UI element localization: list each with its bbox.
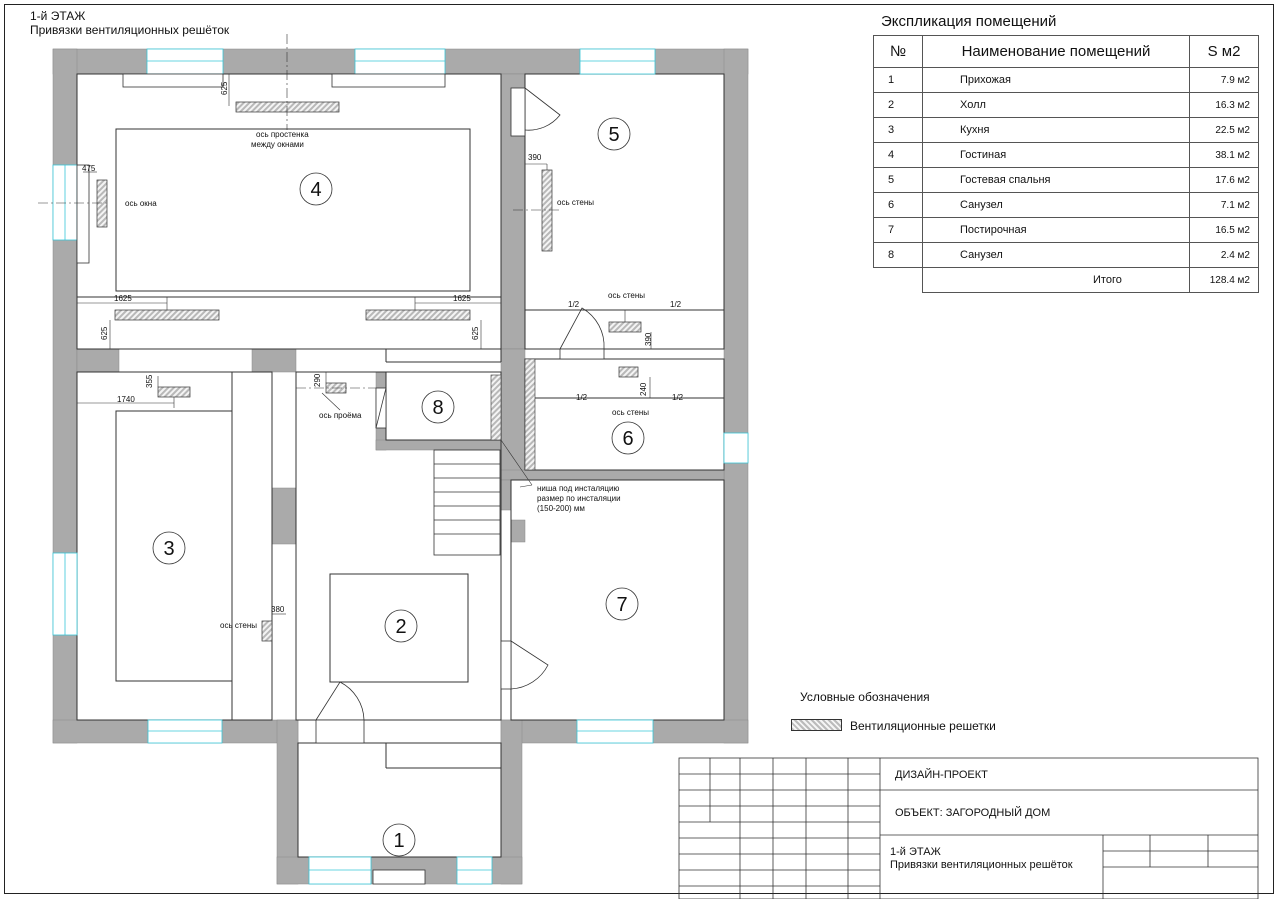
- table-row: [874, 218, 1259, 243]
- staircase: [434, 450, 500, 555]
- dim-355: 355: [145, 374, 154, 388]
- row-area: 16.3 м2: [1190, 93, 1259, 118]
- row-name: Санузел: [923, 193, 1190, 218]
- dim-half-5-right: 1/2: [670, 300, 682, 309]
- legend-vent-label: Вентиляционные решетки: [850, 719, 996, 733]
- dim-625-right: 625: [471, 326, 480, 340]
- total-area: 128.4 м2: [1190, 268, 1259, 293]
- room-number-4: 4: [310, 179, 322, 201]
- row-num: 1: [874, 68, 923, 93]
- dim-625-left: 625: [100, 326, 109, 340]
- row-num: 2: [874, 93, 923, 118]
- row-num: 7: [874, 218, 923, 243]
- row-name: Гостевая спальня: [923, 168, 1190, 193]
- dim-390-wall: 390: [528, 153, 542, 162]
- sheet-subtitle: Привязки вентиляционных решёток: [30, 23, 230, 37]
- axis-label-wall-5: ось стены: [557, 198, 595, 207]
- header-num: №: [874, 36, 923, 68]
- axis-label-wall-6: ось стены: [612, 408, 650, 417]
- axis-label-opening: ось проёма: [319, 411, 362, 420]
- row-num: 3: [874, 118, 923, 143]
- dim-1625-right: 1625: [453, 294, 471, 303]
- table-row: [874, 193, 1259, 218]
- dim-half-6-left: 1/2: [576, 393, 588, 402]
- install-niche-6: [525, 359, 535, 470]
- dim-1740: 1740: [117, 395, 135, 404]
- row-area: 17.6 м2: [1190, 168, 1259, 193]
- row-name: Гостиная: [923, 143, 1190, 168]
- stamp-project: ДИЗАЙН-ПРОЕКТ: [895, 769, 988, 781]
- row-area: 16.5 м2: [1190, 218, 1259, 243]
- table-row: [874, 168, 1259, 193]
- table-row: [874, 118, 1259, 143]
- row-num: 6: [874, 193, 923, 218]
- room-number-2: 2: [395, 616, 407, 638]
- vent-grille-4-left: [97, 180, 107, 227]
- dim-half-5-left: 1/2: [568, 300, 580, 309]
- axis-label-wall-3: ось стены: [220, 621, 258, 630]
- dim-290: 290: [313, 373, 322, 387]
- vent-grille-5-wall: [542, 170, 552, 251]
- dim-240: 240: [639, 382, 648, 396]
- stamp-object: ОБЪЕКТ: ЗАГОРОДНЫЙ ДОМ: [895, 807, 1051, 819]
- row-name: Холл: [923, 93, 1190, 118]
- table-row: [874, 143, 1259, 168]
- stamp-floor: 1-й ЭТАЖ: [890, 846, 941, 858]
- explication-header: [874, 36, 1259, 68]
- dim-380: 380: [271, 605, 285, 614]
- vent-grille-5-bottom: [609, 322, 641, 332]
- vent-grille-4-bottom-right: [366, 310, 470, 320]
- floor-title: 1-й ЭТАЖ: [30, 9, 86, 23]
- niche-note-1: ниша под инсталяцию: [537, 484, 620, 493]
- dim-625-top: 625: [220, 81, 229, 95]
- walls: [53, 49, 748, 884]
- room-number-7: 7: [616, 594, 628, 616]
- axis-label-between-windows-2: между окнами: [251, 140, 304, 149]
- room-number-1: 1: [393, 830, 405, 852]
- room-number-6: 6: [622, 428, 634, 450]
- vent-grille-4-top: [236, 102, 339, 112]
- vent-grille-legend-icon: [791, 719, 842, 731]
- row-num: 8: [874, 243, 923, 268]
- row-num: 5: [874, 168, 923, 193]
- niche-note-3: (150-200) мм: [537, 504, 585, 513]
- total-label: Итого: [923, 268, 1190, 293]
- vent-grille-3-wall: [262, 621, 272, 641]
- room-number-3: 3: [163, 538, 175, 560]
- windows: [53, 49, 748, 884]
- dim-1625-left: 1625: [114, 294, 132, 303]
- header-area: S м2: [1190, 36, 1259, 68]
- explication-table: [873, 35, 1259, 293]
- header-name: Наименование помещений: [923, 36, 1190, 68]
- vent-grille-3-top: [158, 387, 190, 397]
- dim-half-6-right: 1/2: [672, 393, 684, 402]
- row-num: 4: [874, 143, 923, 168]
- stamp-sheet: Привязки вентиляционных решёток: [890, 859, 1073, 871]
- table-row: [874, 68, 1259, 93]
- table-row: [874, 243, 1259, 268]
- row-area: 7.9 м2: [1190, 68, 1259, 93]
- axis-label-between-windows: ось простенка: [256, 130, 309, 139]
- dim-390-bottom: 390: [644, 332, 653, 346]
- row-name: Прихожая: [923, 68, 1190, 93]
- room-number-8: 8: [432, 397, 444, 419]
- explication-title: Экспликация помещений: [881, 13, 1057, 30]
- row-name: Постирочная: [923, 218, 1190, 243]
- row-name: Санузел: [923, 243, 1190, 268]
- axis-label-window: ось окна: [125, 199, 157, 208]
- vent-grille-4-bottom-left: [115, 310, 219, 320]
- window-sills: [77, 74, 445, 884]
- table-row: [874, 93, 1259, 118]
- vent-grille-6: [619, 367, 638, 377]
- room-number-5: 5: [608, 124, 620, 146]
- row-name: Кухня: [923, 118, 1190, 143]
- axis-label-wall-5b: ось стены: [608, 291, 646, 300]
- row-area: 7.1 м2: [1190, 193, 1259, 218]
- install-niche-8: [491, 375, 501, 440]
- niche-note-2: размер по инсталяции: [537, 494, 621, 503]
- row-area: 22.5 м2: [1190, 118, 1259, 143]
- dimension-lines: [38, 34, 651, 614]
- dim-475: 475: [82, 164, 96, 173]
- total-blank: [874, 268, 923, 293]
- total-row: [874, 268, 1259, 293]
- legend-title: Условные обозначения: [800, 690, 930, 704]
- row-area: 38.1 м2: [1190, 143, 1259, 168]
- row-area: 2.4 м2: [1190, 243, 1259, 268]
